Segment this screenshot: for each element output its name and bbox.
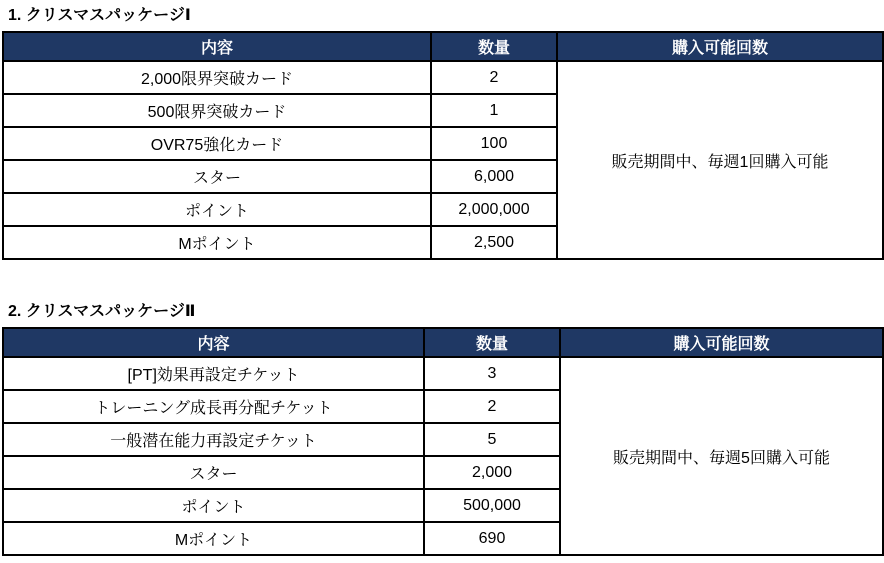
header-cell-purchase-limit: 購入可能回数: [557, 32, 883, 61]
quantity-cell: 6,000: [431, 160, 557, 193]
purchase-note-cell: 販売期間中、毎週1回購入可能: [557, 61, 883, 259]
table-row: [3, 357, 883, 390]
package-2-table: [2, 327, 884, 556]
quantity-cell: 500,000: [424, 489, 560, 522]
item-name-cell: 一般潜在能力再設定チケット: [3, 423, 424, 456]
item-name-cell: 2,000限界突破カード: [3, 61, 431, 94]
package-1-title: 1. クリスマスパッケージⅠ: [8, 7, 191, 24]
item-name-cell: ポイント: [3, 489, 424, 522]
quantity-cell: 1: [431, 94, 557, 127]
header-cell-quantity: 数量: [431, 32, 557, 61]
quantity-cell: 100: [431, 127, 557, 160]
header-cell-content: 内容: [3, 32, 431, 61]
item-name-cell: [PT]効果再設定チケット: [3, 357, 424, 390]
item-name-cell: トレーニング成長再分配チケット: [3, 390, 424, 423]
item-name-cell: Mポイント: [3, 522, 424, 555]
item-name-cell: ポイント: [3, 193, 431, 226]
quantity-cell: 2: [424, 390, 560, 423]
quantity-cell: 2: [431, 61, 557, 94]
package-1-section: [0, 0, 884, 260]
quantity-cell: 2,000: [424, 456, 560, 489]
header-cell-purchase-limit: 購入可能回数: [560, 328, 883, 357]
purchase-note-cell: 販売期間中、毎週5回購入可能: [560, 357, 883, 555]
header-cell-content: 内容: [3, 328, 424, 357]
quantity-cell: 2,500: [431, 226, 557, 259]
package-2-section: [0, 260, 884, 556]
quantity-cell: 690: [424, 522, 560, 555]
quantity-cell: 5: [424, 423, 560, 456]
item-name-cell: スター: [3, 456, 424, 489]
quantity-cell: 2,000,000: [431, 193, 557, 226]
header-row: [3, 328, 883, 357]
header-cell-quantity: 数量: [424, 328, 560, 357]
header-row: [3, 32, 883, 61]
item-name-cell: Mポイント: [3, 226, 431, 259]
package-1-table: [2, 31, 884, 260]
item-name-cell: OVR75強化カード: [3, 127, 431, 160]
table-row: [3, 61, 883, 94]
package-2-title: 2. クリスマスパッケージⅡ: [8, 303, 196, 320]
item-name-cell: スター: [3, 160, 431, 193]
quantity-cell: 3: [424, 357, 560, 390]
item-name-cell: 500限界突破カード: [3, 94, 431, 127]
